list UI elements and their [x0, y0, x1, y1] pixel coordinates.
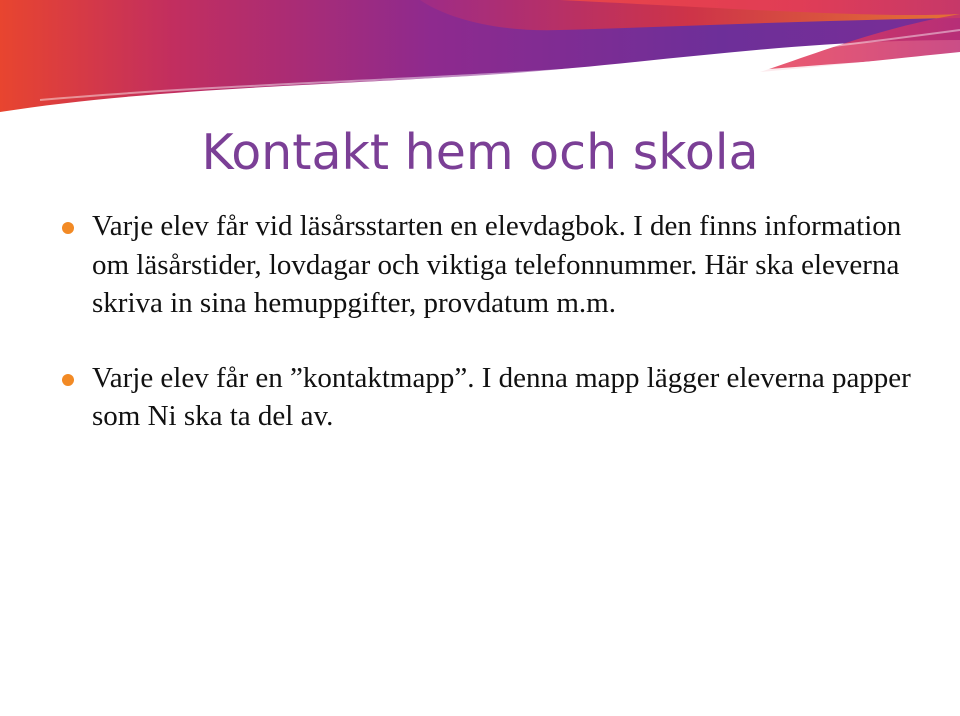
slide-title: Kontakt hem och skola [201, 124, 759, 181]
bullet-text: Varje elev får vid läsårsstarten en elevdagbok. I den finns information om läsårstider, lovdagar och viktiga telefonnummer. Här ska eleverna skriva in sina hemuppgifter, provdatum m.m. [92, 210, 902, 319]
decorative-banner [0, 0, 960, 140]
bullet-text: Varje elev får en ”kontaktmapp”. I denna mapp lägger eleverna papper som Ni ska ta del av. [92, 361, 911, 432]
bullet-item [62, 359, 942, 436]
bullet-item [62, 207, 942, 323]
bullet-dot-icon [62, 374, 74, 386]
bullet-list [62, 207, 942, 436]
bullet-dot-icon [62, 222, 74, 234]
